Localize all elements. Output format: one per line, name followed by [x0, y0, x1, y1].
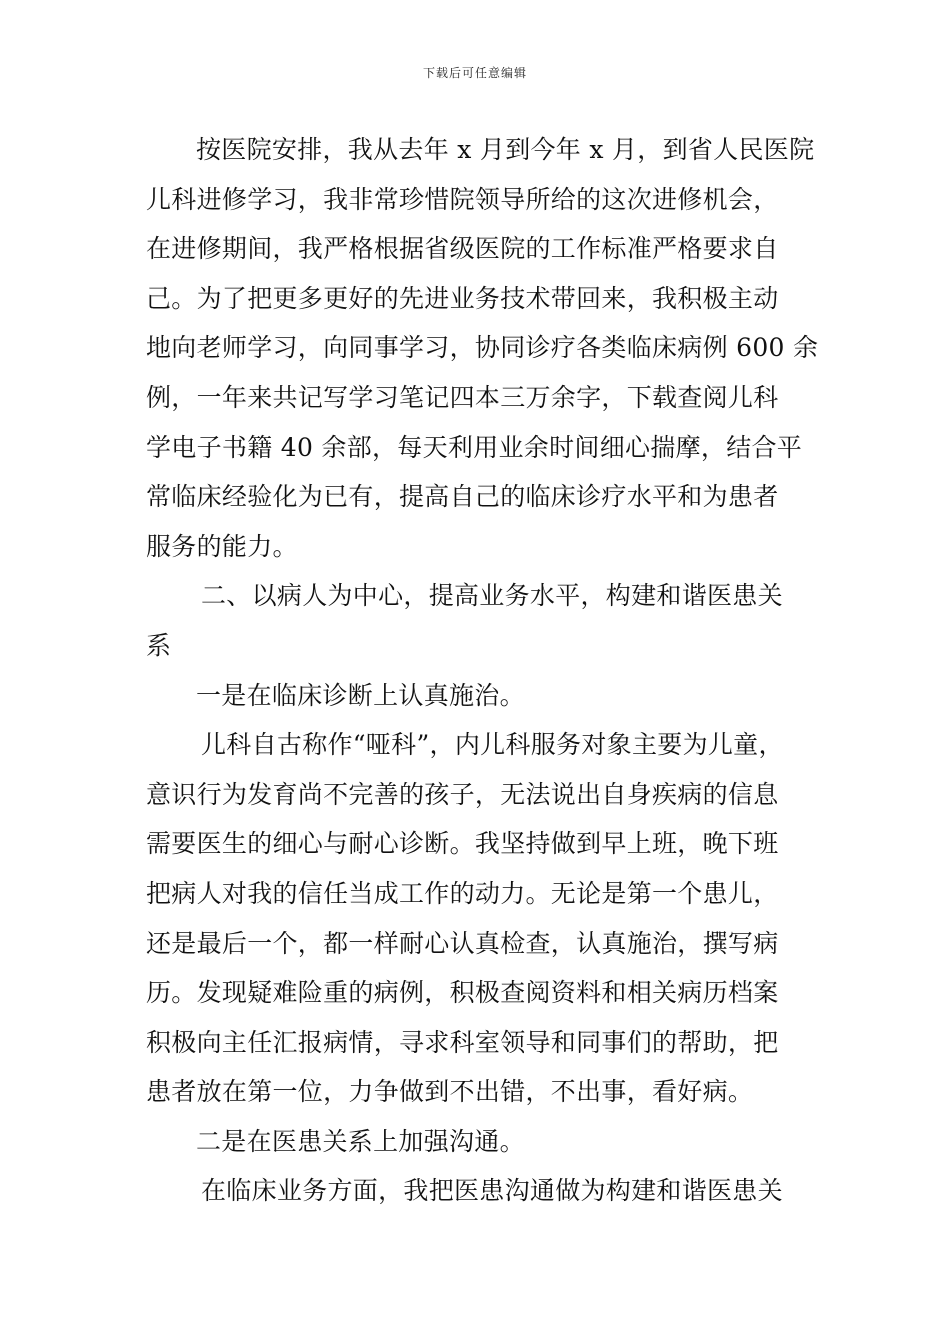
- text-line: 儿科进修学习，我非常珍惜院领导所给的这次进修机会，: [146, 184, 779, 214]
- page-header: 下载后可任意编辑: [422, 66, 527, 80]
- body-text: [146, 125, 826, 1216]
- text-line: 例，一年来共记写学习笔记四本三万余字，下载查阅儿科: [146, 382, 779, 412]
- text-line: 二是在医患关系上加强沟通。: [196, 1126, 525, 1156]
- text-line: 二、以病人为中心，提高业务水平，构建和谐医患关: [201, 581, 783, 611]
- text-line: 意识行为发育尚不完善的孩子，无法说出自身疾病的信息: [146, 779, 779, 809]
- text-line: 服务的能力。: [146, 531, 298, 561]
- text-line: 在进修期间，我严格根据省级医院的工作标准严格要求自: [146, 234, 779, 264]
- text-line: 把病人对我的信任当成工作的动力。无论是第一个患儿，: [146, 878, 779, 908]
- text-line: 己。为了把更多更好的先进业务技术带回来，我积极主动: [146, 283, 779, 313]
- text-line: 地向老师学习，向同事学习，协同诊疗各类临床病例 600 余: [146, 333, 819, 363]
- text-line: 历。发现疑难险重的病例，积极查阅资料和相关病历档案: [146, 978, 779, 1008]
- text-line: 积极向主任汇报病情，寻求科室领导和同事们的帮助，把: [146, 1027, 779, 1057]
- text-line: 按医院安排，我从去年 x 月到今年 x 月，到省人民医院: [196, 135, 815, 164]
- text-line: 患者放在第一位，力争做到不出错，不出事，看好病。: [146, 1077, 754, 1107]
- text-line: 还是最后一个，都一样耐心认真检查，认真施治，撰写病: [146, 928, 779, 958]
- text-line: 学电子书籍 40 余部，每天利用业余时间细心揣摩，结合平: [146, 432, 803, 462]
- text-line: 在临床业务方面，我把医患沟通做为构建和谐医患关: [201, 1176, 783, 1206]
- text-line: 儿科自古称作“哑科”，内儿科服务对象主要为儿童，: [201, 730, 784, 760]
- text-line: 一是在临床诊断上认真施治。: [196, 680, 525, 710]
- text-line: 系: [146, 630, 172, 660]
- text-line: 需要医生的细心与耐心诊断。我坚持做到早上班，晚下班: [146, 829, 779, 859]
- text-line: 常临床经验化为已有，提高自己的临床诊疗水平和为患者: [146, 482, 779, 512]
